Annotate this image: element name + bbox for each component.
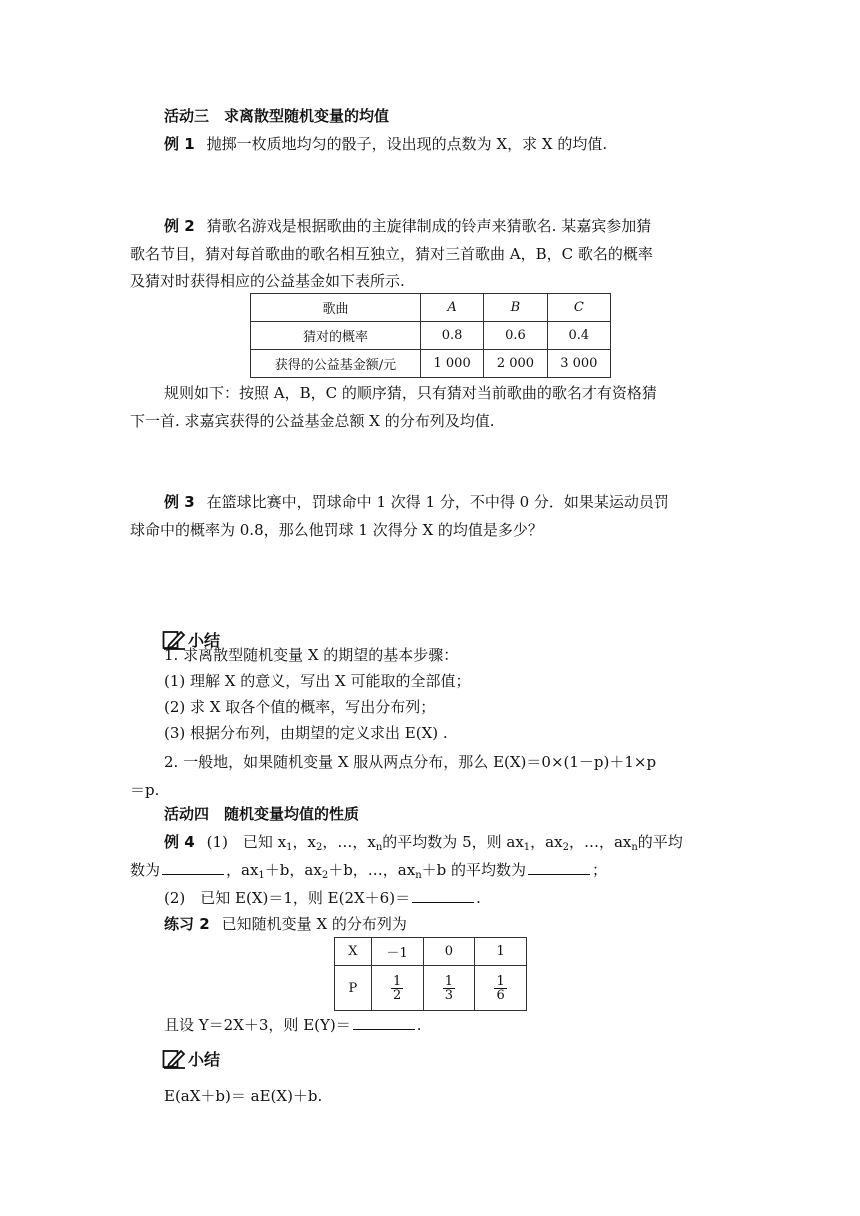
- answer-blank[interactable]: [353, 1015, 415, 1030]
- text-run: ＋b，ax: [264, 861, 322, 879]
- table-row: [251, 322, 611, 350]
- example-3-line1: [164, 492, 669, 512]
- numerator: 1: [444, 974, 454, 989]
- table-cell: [475, 966, 527, 1011]
- table-row: [335, 938, 527, 966]
- text-run: ，…，x: [322, 833, 376, 851]
- table-cell: 0.8: [420, 322, 483, 350]
- denominator: 2: [393, 988, 402, 1003]
- text-run: ，ax: [530, 833, 563, 851]
- summary-1-item: (2) 求 X 取各个值的概率，写出分布列；: [164, 698, 436, 716]
- subscript: 2: [316, 842, 323, 853]
- activity3-title: 活动三 求离散型随机变量的均值: [164, 107, 390, 125]
- practice-2-line: [164, 914, 407, 934]
- text-run: (2) 已知 E(X)＝1，则 E(2X＋6)＝: [164, 889, 411, 907]
- table-cell: 猜对的概率: [251, 322, 421, 350]
- example-3-label: 例 3: [164, 493, 195, 511]
- table-cell: 0: [423, 938, 475, 966]
- summary-2-title: 小结: [188, 1050, 221, 1069]
- song-table-header: [251, 294, 611, 322]
- table-cell: 0.4: [547, 322, 610, 350]
- table-cell: B: [484, 294, 547, 322]
- table-cell: C: [547, 294, 610, 322]
- table-cell: 获得的公益基金额/元: [251, 350, 421, 378]
- numerator: 1: [393, 974, 402, 989]
- example-2-line1: [164, 216, 651, 236]
- summary-2-heading: [162, 1047, 220, 1070]
- answer-blank[interactable]: [162, 860, 224, 875]
- table-cell: 2 000: [484, 350, 547, 378]
- text-run: 数为: [130, 861, 161, 879]
- example-2-rule2: 下一首. 求嘉宾获得的公益基金总额 X 的分布列及均值.: [130, 412, 495, 430]
- summary-1-item: (3) 根据分布列，由期望的定义求出 E(X) .: [164, 724, 448, 742]
- denominator: 3: [444, 988, 454, 1003]
- subscript: 1: [258, 870, 265, 881]
- example-1-text: 抛掷一枚质地均匀的骰子，设出现的点数为 X，求 X 的均值.: [206, 135, 608, 153]
- text-run: .: [476, 889, 481, 907]
- example-4-line1: [164, 832, 683, 852]
- subscript: n: [631, 842, 638, 853]
- example-3-line2: 球命中的概率为 0.8，那么他罚球 1 次得分 X 的均值是多少？: [130, 521, 543, 539]
- text-run: 的平均数为 5，则 ax: [382, 833, 524, 851]
- table-cell: 1 000: [420, 350, 483, 378]
- table-cell: A: [420, 294, 483, 322]
- table-cell: 歌曲: [251, 294, 421, 322]
- table-cell: －1: [371, 938, 423, 966]
- table-cell: [423, 966, 475, 1011]
- summary-2-text: E(aX＋b)＝ aE(X)＋b.: [164, 1087, 323, 1105]
- example-1-label: 例 1: [164, 135, 195, 153]
- table-cell: 0.6: [484, 322, 547, 350]
- table-cell: X: [335, 938, 372, 966]
- text-run: (1) 已知 x: [206, 833, 287, 851]
- subscript: 2: [562, 842, 569, 853]
- answer-blank[interactable]: [528, 860, 590, 875]
- text-run: ；: [592, 861, 608, 879]
- example-2-rule1: 规则如下：按照 A，B，C 的顺序猜，只有猜对当前歌曲的歌名才有资格猜: [164, 384, 657, 402]
- table-row: [335, 966, 527, 1011]
- subscript: n: [375, 842, 383, 853]
- example-2-line2: 歌名节目，猜对每首歌曲的歌名相互独立，猜对三首歌曲 A，B，C 歌名的概率: [130, 245, 653, 263]
- subscript: 2: [321, 870, 329, 881]
- fraction: [494, 975, 506, 1002]
- subscript: 1: [523, 842, 531, 853]
- table-cell: P: [335, 966, 372, 1011]
- distribution-table: [334, 937, 527, 1011]
- text-run: ，x: [292, 833, 316, 851]
- example-2-line3: 及猜对时获得相应的公益基金如下表所示.: [130, 272, 405, 290]
- text-run: ，ax: [226, 861, 259, 879]
- example-3-text: 在篮球比赛中，罚球命中 1 次得 1 分，不中得 0 分．如果某运动员罚: [206, 493, 669, 511]
- answer-blank[interactable]: [412, 888, 474, 903]
- text-run: ＋b 的平均数为: [421, 861, 527, 879]
- summary-1-item: ＝p.: [130, 781, 160, 799]
- fraction: [443, 975, 455, 1002]
- table-cell: 3 000: [547, 350, 610, 378]
- text-run: .: [416, 1016, 422, 1034]
- song-table: [250, 293, 611, 378]
- numerator: 1: [496, 974, 505, 989]
- activity4-title: 活动四 随机变量均值的性质: [164, 805, 360, 823]
- summary-1-item: 1. 求离散型随机变量 X 的期望的基本步骤：: [164, 646, 459, 664]
- subscript: 1: [286, 842, 293, 853]
- subscript: n: [415, 870, 422, 881]
- practice-2-label: 练习 2: [164, 915, 210, 933]
- practice-2-text: 已知随机变量 X 的分布列为: [221, 915, 407, 933]
- example-4-line2: [130, 860, 607, 880]
- text-run: ＋b，…，ax: [328, 861, 416, 879]
- summary-1-title: 小结: [188, 631, 221, 650]
- fraction: [391, 975, 403, 1002]
- text-run: 且设 Y＝2X＋3，则 E(Y)＝: [164, 1016, 351, 1034]
- example-2-text: 猜歌名游戏是根据歌曲的主旋律制成的铃声来猜歌名. 某嘉宾参加猜: [206, 217, 652, 235]
- example-2-label: 例 2: [164, 217, 195, 235]
- text-run: 的平均: [637, 833, 683, 851]
- summary-1-item: (1) 理解 X 的意义，写出 X 可能取的全部值；: [164, 672, 471, 690]
- example-4-label: 例 4: [164, 833, 195, 851]
- summary-1-item: 2. 一般地，如果随机变量 X 服从两点分布，那么 E(X)＝0×(1－p)＋1×p: [164, 753, 657, 771]
- table-row: [251, 350, 611, 378]
- text-run: ，…，ax: [568, 833, 632, 851]
- denominator: 6: [496, 988, 505, 1003]
- example-1: [164, 134, 607, 154]
- example-4-line3: [164, 888, 481, 908]
- practice-2-after: [164, 1015, 422, 1035]
- table-cell: [371, 966, 423, 1011]
- table-cell: 1: [475, 938, 527, 966]
- pencil-note-icon: [162, 1048, 186, 1070]
